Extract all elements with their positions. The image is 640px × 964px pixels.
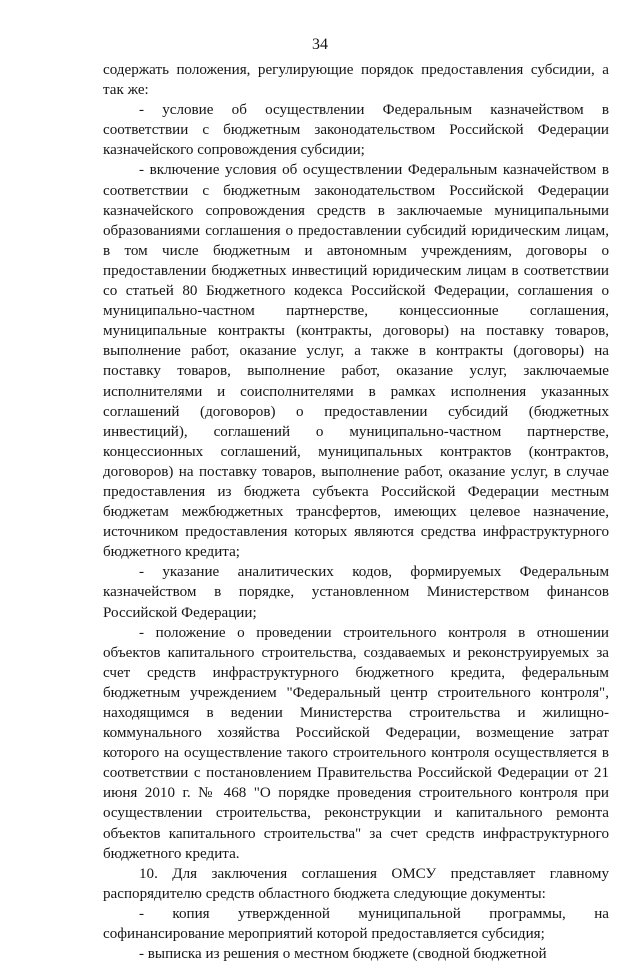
paragraph-program-copy: - копия утвержденной муниципальной программы, на софинансирование мероприятий которой предоставляется субсидия;	[103, 905, 609, 943]
paragraph-intro: содержать положения, регулирующие порядок предоставления субсидии, а так же:	[103, 62, 609, 99]
paragraph-analytic-codes: - указание аналитических кодов, формируемых Федеральным казначейством в порядке, установленном Министерством финансов Российской Федерации;	[103, 564, 609, 621]
paragraph-budget-extract: - выписка из решения о местном бюджете (сводной бюджетной	[139, 946, 547, 963]
paragraph-treasury-support: - условие об осуществлении Федеральным казначейством в соответствии с бюджетным законодательством Российской Федерации казначейского сопровождения субсидии;	[103, 102, 609, 159]
paragraph-construction-control: - положение о проведении строительного контроля в отношении объектов капитального строительства, создаваемых и реконструируемых за счет средств инфраструктурного бюджетного кредита, федеральным бюджетным учреждением "Федеральный центр строительного контроля", находящимся в ведении Министерства строительства и жилищно-коммунального хозяйства Российской Федерации, возмещение затрат которого на осуществление такого строительного контроля осуществляется в соответствии с постановлением Правительства Российской Федерации от 21 июня 2010 г. № 468 "О порядке проведения строительного контроля при осуществлении строительства, реконструкции и капитального ремонта объектов капитального строительства" за счет средств инфраструктурного бюджетного кредита.	[103, 624, 609, 862]
page-number: 34	[312, 36, 328, 53]
document-body	[103, 60, 609, 964]
paragraph-item-10: 10. Для заключения соглашения ОМСУ представляет главному распорядителю средств областного бюджета следующие документы:	[103, 865, 609, 902]
paragraph-treasury-agreements: - включение условия об осуществлении Федеральным казначейством в соответствии с бюджетным законодательством Российской Федерации казначейского сопровождения средств в заключаемые муниципальными образованиями соглашения о предоставлении субсидий юридическим лицам, в том числе бюджетным и автономным учреждениям, договоры о предоставлении бюджетных инвестиций юридическим лицам в соответствии со статьей 80 Бюджетного кодекса Российской Федерации, соглашения о муниципально-частном партнерстве, концессионные соглашения, муниципальные контракты (контракты, договоры) на поставку товаров, выполнение работ, оказание услуг, а также в контракты (договоры) на поставку товаров, выполнение работ, оказание услуг, заключаемые исполнителями и соисполнителями в рамках исполнения указанных соглашений (договоров) о предоставлении субсидий (бюджетных инвестиций), соглашений о муниципально-частном партнерстве, концессионных соглашений, муниципальных контрактов (контрактов, договоров) на поставку товаров, выполнение работ, оказание услуг, в случае предоставления из бюджета субъекта Российской Федерации местным бюджетам межбюджетных трансфертов, имеющих целевое назначение, источником предоставления которых являются средства инфраструктурного бюджетного кредита;	[103, 162, 609, 561]
